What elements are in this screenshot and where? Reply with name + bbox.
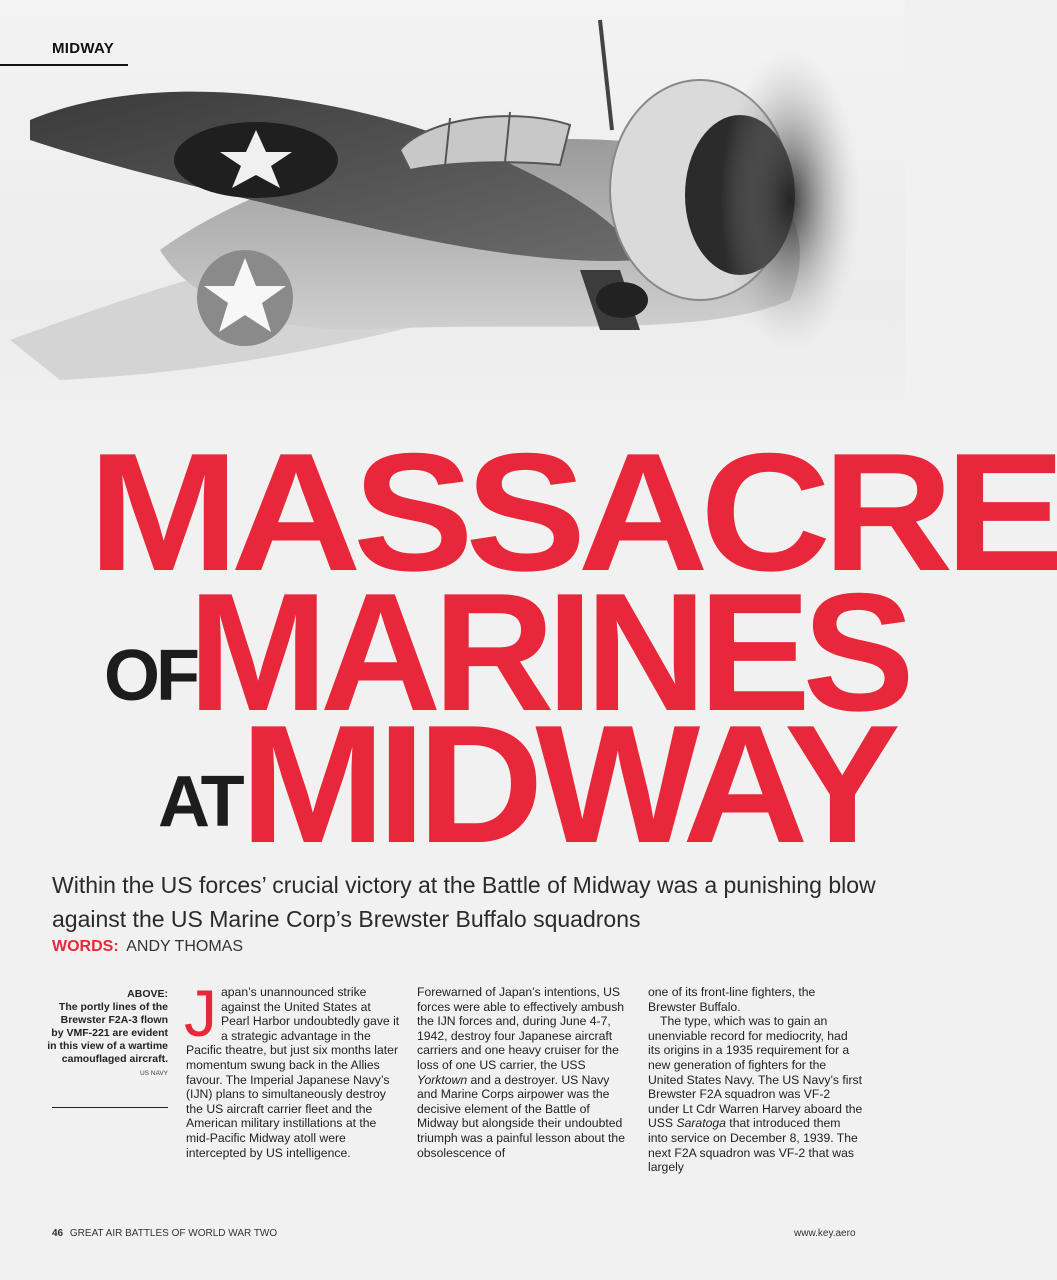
- headline-word-at: AT: [158, 762, 241, 842]
- hero-photo: [0, 0, 905, 440]
- byline-label: WORDS:: [52, 938, 119, 955]
- footer-left: [52, 1228, 277, 1239]
- section-rule: [0, 64, 128, 66]
- caption-rule: [52, 1107, 168, 1108]
- canopy: [400, 116, 570, 170]
- body-col3-text-b: that introduced them into service on December 8, 1939. The next F2A squadron was VF-2 that was largely: [648, 1116, 858, 1175]
- byline: [52, 938, 243, 956]
- standfirst: Within the US forces’ crucial victory at the Battle of Midway was a punishing blow against the US Marine Corp’s Brewster Buffalo squadrons: [52, 872, 876, 932]
- publication-name: GREAT AIR BATTLES OF WORLD WAR TWO: [69, 1228, 278, 1239]
- body-column-3: [648, 985, 863, 1175]
- body-col2-text-a: Forewarned of Japan’s intentions, US forces were able to effectively ambush the IJN forces and, during June 4-7, 1942, destroy four Japanese aircraft carriers and one heavy cruiser for the loss of one US carrier, the USS: [417, 985, 625, 1072]
- body-col2-text-b: and a destroyer. US Navy and Marine Corps airpower was the decisive element of the Battle of Midway but alongside their undoubted triumph was a painful lesson about the obsolescence of: [417, 1072, 625, 1160]
- antenna-mast: [600, 20, 612, 130]
- footer-website[interactable]: www.key.aero: [794, 1228, 856, 1239]
- byline-author: ANDY THOMAS: [126, 938, 243, 955]
- headline-line-marines: MARINES: [188, 558, 907, 746]
- aircraft-illustration: [0, 0, 905, 440]
- body-col3-para1: one of its front-line fighters, the Brewster Buffalo.: [648, 985, 816, 1014]
- propeller-blur: [720, 50, 860, 350]
- headline-line-midway: MIDWAY: [240, 690, 893, 878]
- caption-credit: US NAVY: [139, 1070, 168, 1077]
- headline-word-of: OF: [104, 636, 196, 716]
- body-col3-text-a: The type, which was to gain an unenviable record for mediocrity, had its origins in a 1935 requirement for a new generation of fighters for the United States Navy. The US Navy’s first Brewster F2A squadron was VF-2 under Lt Cdr Warren Harvey aboard the USS: [648, 1014, 863, 1131]
- body-column-2: [417, 985, 632, 1160]
- photo-caption: [46, 988, 168, 1080]
- page-number: 46: [52, 1228, 64, 1239]
- headline-line-massacre: MASSACRE: [88, 418, 1057, 606]
- caption-text: The portly lines of the Brewster F2A-3 flown by VMF-221 are evident in this view of a wartime camouflaged aircraft.: [47, 1001, 168, 1065]
- ship-name-saratoga: Saratoga: [676, 1116, 726, 1131]
- drop-cap: J: [184, 976, 217, 1050]
- section-label: MIDWAY: [52, 40, 115, 57]
- caption-head: ABOVE:: [127, 988, 168, 1000]
- ship-name-yorktown: Yorktown: [417, 1072, 468, 1087]
- body-col1-text: apan’s unannounced strike against the United States at Pearl Harbor undoubtedly gave it a strategic advantage in the Pacific theatre, but just six months later momentum swung back in the Allies favour. The Imperial Japanese Navy’s (IJN) plans to simultaneously destroy the US aircraft carrier fleet and the American military instillations at the mid-Pacific Midway atoll were intercepted by US intelligence.: [186, 985, 400, 1160]
- body-column-1: [184, 976, 401, 1160]
